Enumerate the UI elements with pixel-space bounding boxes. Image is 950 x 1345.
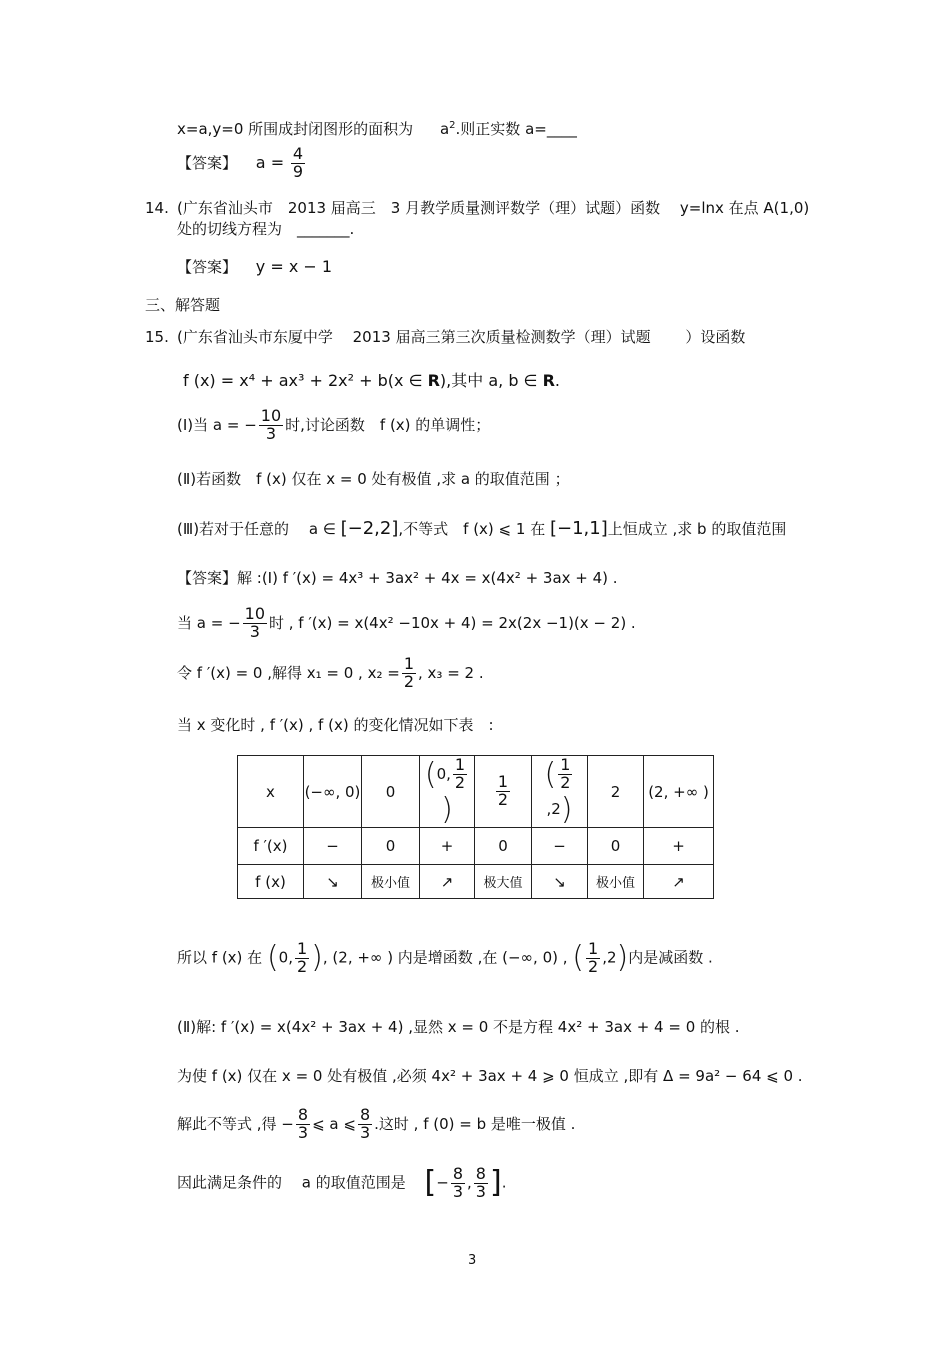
func-end: . <box>554 371 561 390</box>
open-paren: ( <box>544 756 557 792</box>
real-set: R <box>427 371 440 390</box>
s8-frac <box>296 1107 310 1142</box>
variation-table <box>237 755 714 899</box>
table-row <box>238 828 714 865</box>
open-paren: ( <box>266 940 279 975</box>
table-cell: ↘ <box>532 865 588 899</box>
page-number: 3 <box>468 1253 477 1268</box>
frac-num: 8 <box>452 1163 463 1183</box>
frac-num: 1 <box>588 938 599 958</box>
frac-num: 1 <box>560 754 571 774</box>
frac-den: 2 <box>497 790 509 809</box>
frac-den: 3 <box>249 621 260 641</box>
close-bracket: ] <box>489 1165 502 1200</box>
q13-text: x=a,y=0 所围成封闭图形的面积为 <box>177 120 414 138</box>
func-text: f (x) = x⁴ + ax³ + 2x² + b(x ∈ <box>183 371 428 390</box>
sol-line3 <box>177 656 484 691</box>
comma: , <box>467 1173 472 1192</box>
comma-two: ,2 <box>546 799 561 818</box>
table-cell: 2 <box>588 756 644 828</box>
s5-int2: ,2 <box>602 948 617 967</box>
s3-post: , x₃ = 2 . <box>418 663 484 682</box>
frac-den: 2 <box>296 956 308 976</box>
s9-frac <box>451 1163 465 1201</box>
sol-line8 <box>177 1107 575 1142</box>
p1-post: 时,讨论函数 f (x) 的单调性； <box>285 415 491 434</box>
p3-interval2: [−1,1] <box>549 518 608 539</box>
sol-line5 <box>177 940 713 976</box>
table-cell: ↗ <box>420 865 475 899</box>
frac-den: 2 <box>560 772 571 792</box>
s9-pre: 因此满足条件的 a 的取值范围是 <box>177 1173 406 1192</box>
section-title: 三、解答题 <box>145 296 221 314</box>
table-row <box>238 756 714 828</box>
part-1 <box>177 408 490 443</box>
frac-num: 8 <box>297 1105 309 1124</box>
cell-frac <box>453 754 467 792</box>
q14-answer <box>177 257 332 276</box>
s5-int1: 0, <box>278 948 293 967</box>
table-cell: ↘ <box>304 865 362 899</box>
p3-interval1: [−2,2] <box>340 518 399 539</box>
s8-pre: 解此不等式 ,得 − <box>177 1114 294 1133</box>
q14-line2: 处的切线方程为 _______. <box>177 220 355 238</box>
frac-num: 1 <box>454 754 466 774</box>
frac-num: 8 <box>359 1105 371 1124</box>
s8-mid: ⩽ a ⩽ <box>312 1114 356 1133</box>
s8-post: .这时 , f (0) = b 是唯一极值 . <box>374 1114 576 1133</box>
q15-function <box>183 371 560 390</box>
frac-den: 2 <box>403 671 415 691</box>
frac-den: 3 <box>452 1181 463 1201</box>
s5-frac <box>295 938 309 976</box>
s2-pre: 当 a = − <box>177 613 241 632</box>
p3-post: 上恒成立 ,求 b 的取值范围 <box>607 520 787 538</box>
table-cell: + <box>420 828 475 865</box>
s2-frac <box>243 606 267 641</box>
table-cell: 0 <box>362 756 420 828</box>
q13-answer <box>177 146 307 181</box>
p1-pre: (Ⅰ)当 a = − <box>177 415 257 434</box>
answer-label: 【答案】 <box>177 153 238 172</box>
s8-frac <box>358 1107 372 1142</box>
frac-num: 1 <box>497 772 509 792</box>
answer-label: 【答案】 <box>177 258 238 276</box>
func-text2: ),其中 a, b ∈ <box>439 371 543 390</box>
p3-mid: ,不等式 f (x) ⩽ 1 在 <box>398 520 550 538</box>
sol-line1: 【答案】解 :(Ⅰ) f ′(x) = 4x³ + 3ax² + 4x = x(4x² + 3ax + 4) . <box>177 569 618 587</box>
frac-den: 3 <box>297 1122 309 1142</box>
q15-number: 15. <box>145 328 169 346</box>
sol-line7: 为使 f (x) 仅在 x = 0 处有极值 ,必须 4x² + 3ax + 4 ⩾ 0 恒成立 ,即有 Δ = 9a² − 64 ⩽ 0 . <box>177 1067 803 1085</box>
frac-num: 1 <box>403 654 415 673</box>
q13-sup: 2 <box>449 120 456 131</box>
q13-text2: .则正实数 a=____ <box>455 120 577 138</box>
table-cell: 极大值 <box>475 865 532 899</box>
s3-frac <box>402 656 416 691</box>
frac-num: 10 <box>244 604 265 623</box>
p1-frac <box>259 408 283 443</box>
open-paren: ( <box>424 756 437 792</box>
part-2: (Ⅱ)若函数 f (x) 仅在 x = 0 处有极值 ,求 a 的取值范围 ； <box>177 470 570 488</box>
s5-frac <box>586 938 600 976</box>
table-cell: f ′(x) <box>238 828 304 865</box>
q13-a: a <box>439 120 450 138</box>
frac-den: 3 <box>359 1122 371 1142</box>
frac-den: 3 <box>265 423 277 443</box>
close-paren: ) <box>441 791 453 827</box>
q13-ans-lhs: a = <box>255 152 285 172</box>
table-cell: 极小值 <box>588 865 644 899</box>
open-bracket: [ <box>424 1165 437 1200</box>
sol-line6: (Ⅱ)解: f ′(x) = x(4x² + 3ax + 4) ,显然 x = 0 不是方程 4x² + 3ax + 4 = 0 的根 . <box>177 1018 740 1036</box>
table-cell: 0 <box>362 828 420 865</box>
table-row <box>238 865 714 899</box>
table-cell: (−∞, 0) <box>304 756 362 828</box>
open-paren: ( <box>572 940 584 975</box>
close-paren: ) <box>311 940 323 975</box>
table-cell: + <box>644 828 714 865</box>
table-cell: 极小值 <box>362 865 420 899</box>
real-set: R <box>542 371 555 390</box>
frac-den: 3 <box>475 1181 486 1201</box>
q13-tail <box>177 120 577 138</box>
table-cell: − <box>532 828 588 865</box>
frac-den: 9 <box>292 161 304 181</box>
table-cell: 0 <box>475 828 532 865</box>
table-cell: f (x) <box>238 865 304 899</box>
minus-sign: − <box>436 1173 449 1192</box>
sol-line2 <box>177 606 636 641</box>
sol-line4: 当 x 变化时 , f ′(x) , f (x) 的变化情况如下表 : <box>177 716 494 734</box>
s5-pre: 所以 f (x) 在 <box>177 948 263 967</box>
table-cell <box>532 756 588 828</box>
frac-den: 2 <box>454 772 466 792</box>
q14-line1: (广东省汕头市 2013 届高三 3 月教学质量测评数学（理）试题）函数 y=lnx 在点 A(1,0) <box>177 199 810 217</box>
q14-number: 14. <box>145 199 169 217</box>
period: . <box>501 1173 507 1192</box>
s2-post: 时 , f ′(x) = x(4x² −10x + 4) = 2x(2x −1)(x − 2) . <box>269 613 636 632</box>
table-cell: x <box>238 756 304 828</box>
p3-pre: (Ⅲ)若对于任意的 a ∈ <box>177 520 341 538</box>
table-cell: (2, +∞ ) <box>644 756 714 828</box>
s3-pre: 令 f ′(x) = 0 ,解得 x₁ = 0 , x₂ = <box>177 663 400 682</box>
zero-comma: 0, <box>436 764 451 783</box>
frac-num: 1 <box>296 938 308 958</box>
cell-frac <box>558 754 572 792</box>
frac-num: 8 <box>475 1163 486 1183</box>
close-paren: ) <box>560 791 573 827</box>
part-3 <box>177 518 786 540</box>
table-cell <box>475 756 532 828</box>
table-cell: − <box>304 828 362 865</box>
q13-ans-frac <box>291 146 305 181</box>
q15-source: (广东省汕头市东厦中学 2013 届高三第三次质量检测数学（理）试题 ）设函数 <box>177 328 746 346</box>
sol-line9 <box>177 1165 506 1201</box>
s5-post: 内是减函数 . <box>628 948 713 967</box>
frac-num: 10 <box>260 406 282 425</box>
table-cell <box>420 756 475 828</box>
close-paren: ) <box>616 940 629 975</box>
table-cell: ↗ <box>644 865 714 899</box>
s9-frac <box>474 1163 488 1201</box>
table-cell: 0 <box>588 828 644 865</box>
s5-mid: , (2, +∞ ) 内是增函数 ,在 (−∞, 0) , <box>322 948 568 967</box>
q14-ans: y = x − 1 <box>255 257 333 276</box>
frac-num: 4 <box>292 144 304 163</box>
frac-den: 2 <box>588 956 599 976</box>
cell-frac <box>496 774 510 809</box>
